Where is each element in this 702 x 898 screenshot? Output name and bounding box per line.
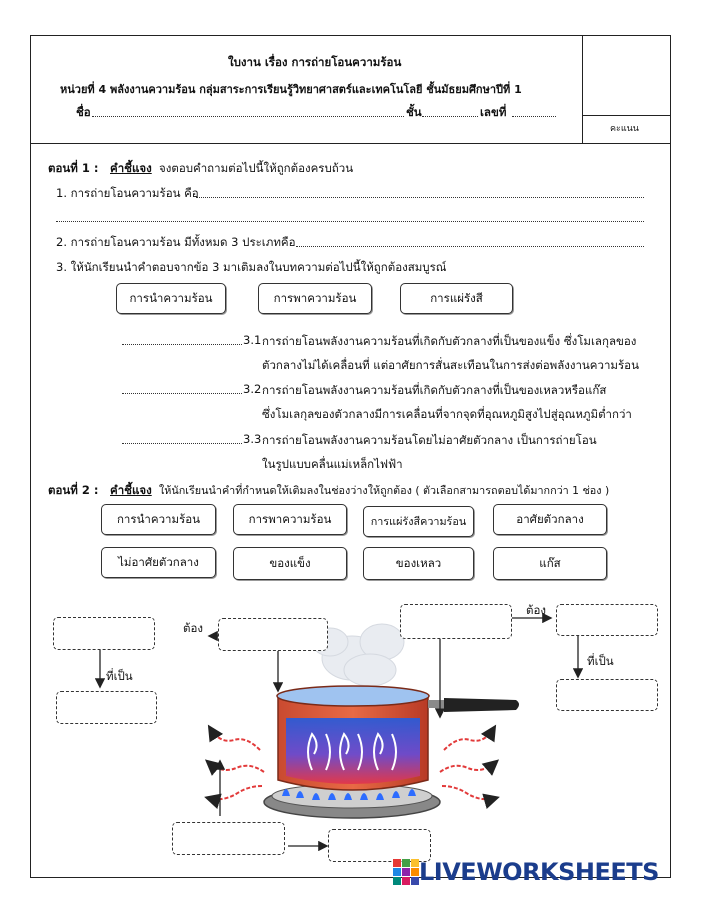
part1-heading: ตอนที่ 1 : (48, 161, 99, 175)
item-3-1-number: 3.1 (243, 333, 262, 347)
item-3-3-number: 3.3 (243, 432, 262, 446)
part1-instruction: จงตอบคำถามต่อไปนี้ให้ถูกต้องครบถ้วน (159, 161, 354, 175)
item-3-3-line1: การถ่ายโอนพลังงานความร้อนโดยไม่อาศัยตัวกลาง เป็นการถ่ายโอน (262, 433, 597, 447)
option-radiation: การแผ่รังสี (400, 283, 513, 314)
pot-handle (444, 698, 519, 712)
item-3-2-number: 3.2 (243, 382, 262, 396)
name-field[interactable] (92, 116, 404, 117)
diagram-box-right-top[interactable] (556, 604, 658, 636)
choice-conduction: การนำความร้อน (101, 504, 216, 535)
diagram-box-right-bottom[interactable] (556, 679, 658, 711)
item-3-1-line1: การถ่ายโอนพลังงานความร้อนที่เกิดกับตัวกลางที่เป็นของแข็ง ซึ่งโมเลกุลของ (262, 334, 637, 348)
item-3-3-line2: ในรูปแบบคลื่นแม่เหล็กไฟฟ้า (262, 457, 403, 471)
option-convection: การพาความร้อน (258, 283, 372, 314)
part2-instruction: ให้นักเรียนนำคำที่กำหนดให้เติมลงในช่องว่างให้ถูกต้อง ( ตัวเลือกสามารถตอบได้มากกว่า 1 ช่อง ) (159, 484, 610, 497)
is-label-right: ที่เป็น (587, 654, 614, 668)
diagram-box-center-right[interactable] (400, 604, 512, 639)
item-3-2-line2: ซึ่งโมเลกุลของตัวกลางมีการเคลื่อนที่จากจุดที่อุณหภูมิสูงไปสู่อุณหภูมิต่ำกว่า (262, 407, 632, 421)
diagram-box-left-top[interactable] (53, 617, 155, 650)
liveworksheets-text: LIVEWORKSHEETS (419, 858, 659, 886)
class-field[interactable] (422, 116, 478, 117)
choice-liquid: ของเหลว (363, 547, 474, 580)
choice-with-medium: อาศัยตัวกลาง (493, 504, 607, 535)
liveworksheets-logo (393, 858, 659, 886)
score-label: คะแนน (610, 124, 639, 134)
part2-instruction-label: คำชี้แจง (110, 483, 152, 497)
worksheet-subtitle: หน่วยที่ 4 พลังงานความร้อน กลุ่มสาระการเรียนรู้วิทยาศาสตร์และเทคโนโลยี ชั้นมัธยมศึกษาปีที่ 1 (60, 83, 522, 96)
score-divider (582, 115, 671, 116)
is-label-left: ที่เป็น (106, 669, 133, 683)
score-field[interactable] (584, 37, 669, 113)
answer-1-line-a[interactable] (196, 197, 644, 198)
item-3-2-line1: การถ่ายโอนพลังงานความร้อนที่เกิดกับตัวกลางที่เป็นของเหลวหรือแก๊ส (262, 383, 607, 397)
pot-handle-joint (428, 700, 446, 708)
class-label: ชั้น (406, 105, 422, 119)
number-field[interactable] (512, 116, 556, 117)
liveworksheets-icon (393, 859, 419, 885)
part2-heading: ตอนที่ 2 : (48, 483, 99, 497)
option-conduction: การนำความร้อน (116, 283, 226, 314)
question-3: 3. ให้นักเรียนนำคำตอบจากข้อ 3 มาเติมลงในบทความต่อไปนี้ให้ถูกต้องสมบูรณ์ (56, 260, 447, 274)
question-1: 1. การถ่ายโอนความร้อน คือ (56, 186, 199, 200)
answer-2-line[interactable] (296, 246, 644, 247)
question-2: 2. การถ่ายโอนความร้อน มีทั้งหมด 3 ประเภทคือ (56, 235, 296, 249)
choice-solid: ของแข็ง (233, 547, 347, 580)
worksheet-title: ใบงาน เรื่อง การถ่ายโอนความร้อน (228, 55, 402, 69)
choice-convection: การพาความร้อน (233, 504, 347, 535)
answer-3-3-field[interactable] (122, 443, 242, 444)
diagram-box-bottom-left[interactable] (172, 822, 285, 855)
diagram-box-left-bottom[interactable] (56, 691, 157, 724)
choice-radiation: การแผ่รังสีความร้อน (363, 506, 474, 537)
answer-3-2-field[interactable] (122, 393, 242, 394)
pot-water (286, 718, 420, 784)
answer-3-1-field[interactable] (122, 344, 242, 345)
arrow-label-left: ต้อง (183, 621, 203, 635)
diagram-box-center-left[interactable] (218, 618, 328, 651)
part1-instruction-label: คำชี้แจง (110, 161, 152, 175)
name-label: ชื่อ (76, 105, 91, 119)
answer-1-line-b[interactable] (56, 221, 644, 222)
number-label: เลขที่ (480, 105, 507, 119)
header-divider (30, 143, 671, 144)
arrow-label-right: ต้อง (526, 603, 546, 617)
score-column-divider (582, 35, 583, 143)
item-3-1-line2: ตัวกลางไม่ได้เคลื่อนที่ แต่อาศัยการสั่นสะเทือนในการส่งต่อพลังงานความร้อน (262, 358, 639, 372)
choice-without-medium: ไม่อาศัยตัวกลาง (101, 547, 216, 578)
choice-gas: แก๊ส (493, 547, 607, 580)
